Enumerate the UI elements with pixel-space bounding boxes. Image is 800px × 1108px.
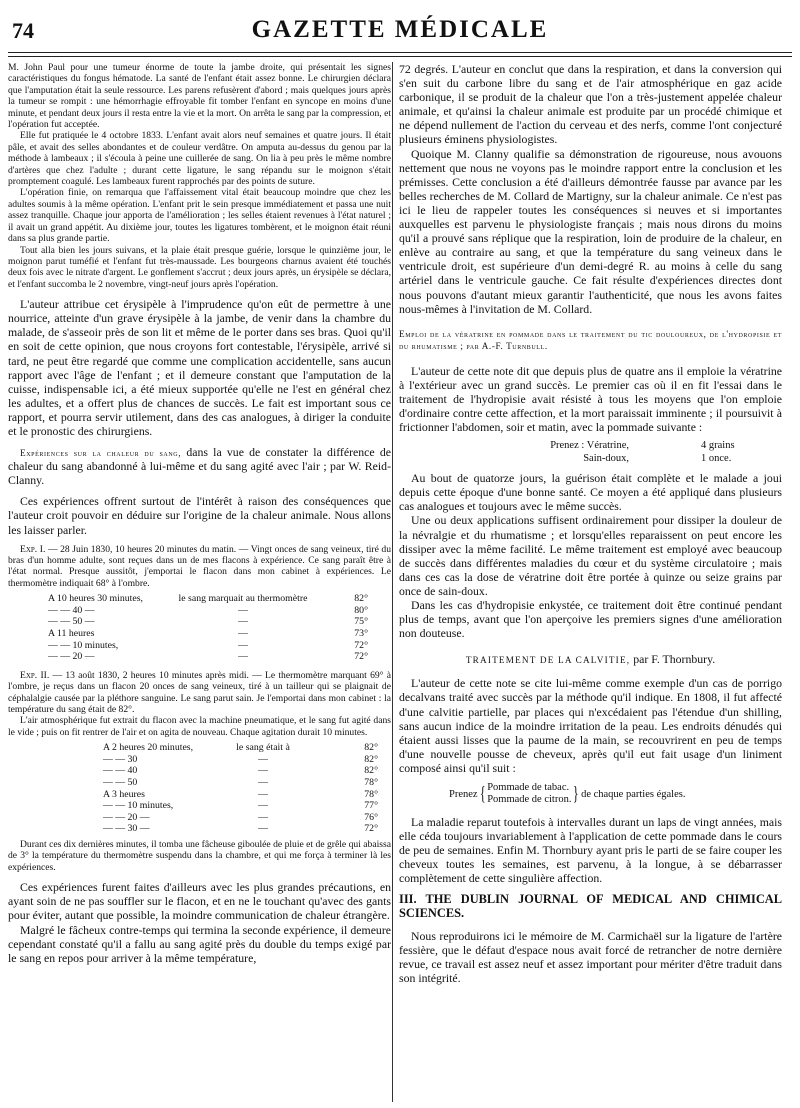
- prescription-pommade: [449, 781, 782, 807]
- brace-right: }: [573, 783, 580, 806]
- table-row: [48, 628, 391, 640]
- table-cell: —: [258, 823, 268, 835]
- page-header: [8, 16, 792, 50]
- table-cell: —: [258, 811, 268, 823]
- page-number: 74: [12, 18, 34, 43]
- paragraph: Ces expériences furent faites d'ailleurs avec les plus grandes précautions, en ayant soin de ne pas souffler sur le flacon, et en ne le touchant qu'avec des gants pour éviter, autant que possible, la moindre communication de chaleur étrangère.: [8, 880, 391, 923]
- table-cell: — — 40: [103, 765, 138, 777]
- table-row: [103, 789, 391, 801]
- table-cell: le sang était à: [236, 742, 290, 754]
- table-cell: 72°: [354, 651, 368, 663]
- left-column: [8, 62, 391, 1102]
- paragraph: L'auteur attribue cet érysipèle à l'imprudence qu'on eût de permettre à une nourrice, atteinte d'un grave érysipèle à la jambe, de venir dans la chambre du malade, de s'asseoir près de son lit et même de le porter dans ses bras. Quoi qu'il en soit de cette opinion, que nous croyons fort contestable, l'érysipèle, arrivé si tard, ne peut être regardé que comme une complication accidentelle, sans aucun rapport avec l'âge de l'enfant ; et il demeure constant que l'amputation de la cuisse, indispensable ici, a été mieux supportée qu'elle ne l'est en général chez les adultes, et a offert plus de chances de succès. Le fait est important sous ce rapport, et pourra servir utilement, dans des cas analogues, à diriger la conduite et le pronostic des chirurgiens.: [8, 297, 391, 438]
- table-row: [48, 640, 391, 652]
- table-cell: A 3 heures: [103, 788, 145, 800]
- paragraph: M. John Paul pour une tumeur énorme de toute la jambe droite, qui présentait les signes caractéristiques du fongus hématode. La santé de l'enfant était assez bonne. Le chirurgien déclara que l'amputation était la seule ressource. Les parens refusèrent d'abord ; mais quelques jours après la tumeur se rompit : une hémorrhagie effroyable fit tomber l'enfant en syncope en moins d'une minute, et pendant deux jours il resta entre la vie et la mort. On arrêta le sang par la compression, et l'opération fut acceptée.: [8, 62, 391, 131]
- quantity: 1 once.: [701, 453, 732, 465]
- table-cell: 72°: [354, 639, 368, 651]
- table-cell: —: [238, 616, 248, 628]
- table-row: [48, 616, 391, 628]
- ingredient: Pommade de citron.: [487, 794, 572, 806]
- table-cell: —: [238, 651, 248, 663]
- paragraph: Malgré le fâcheux contre-temps qui termina la seconde expérience, il demeure cependant constaté qu'il a fallu au sang agité près du double du temps exigé par le sang en repos pour arriver à la même température,: [8, 922, 391, 965]
- table-row: [103, 742, 391, 754]
- article-heading-title: Expériences sur la chaleur du sang,: [20, 448, 182, 459]
- table-cell: —: [258, 777, 268, 789]
- paragraph: L'air atmosphérique fut extrait du flacon avec la machine pneumatique, et le sang fut agité dans le vide ; puis on fit rentrer de l'air et on agita de nouveau. Chaque agitation durait 10 minutes.: [8, 715, 391, 738]
- table-cell: —: [238, 639, 248, 651]
- table-cell: 75°: [354, 616, 368, 628]
- brace-left: {: [479, 783, 486, 806]
- prescription-prefix: Prenez: [449, 788, 478, 800]
- temperature-table-2: [8, 742, 391, 835]
- table-cell: 76°: [364, 811, 378, 823]
- paragraph: Ces expériences offrent surtout de l'intérêt à raison des conséquences que l'auteur croit pouvoir en déduire sur l'origine de la chaleur animale. Nous allons les laisser parler.: [8, 494, 391, 537]
- temperature-table-1: [8, 593, 391, 663]
- paragraph: Nous reproduirons ici le mémoire de M. Carmichaël sur la ligature de l'artère fessière, que le défaut d'espace nous avait forcé de retrancher de notre dernière revue, ce travail est assez neuf et assez important pour mériter d'être traduit dans son intégrité.: [399, 928, 782, 985]
- table-cell: 82°: [364, 742, 378, 754]
- paragraph: L'auteur de cette note dit que depuis plus de quatre ans il emploie la vératrine à l'extérieur avec un grand succès. Le premier cas où il en fit l'essai dans le traitement de l'hydropisie avait résisté à tous les moyens que l'on emploie d'ordinaire contre cette affection, et la mort paraissait imminente ; il poursuivit à frictionner l'abdomen, soir et matin, avec la pommade suivante :: [399, 363, 782, 435]
- table-row: [103, 800, 391, 812]
- experiment-paragraph: [8, 544, 391, 590]
- paragraph: L'opération finie, on remarqua que l'affaissement vital était beaucoup moindre que chez les adultes soumis à la même opération. L'enfant prit le sein presque immédiatement et passa une nuit assez tranquille. Chaque jour apporta de l'amélioration ; les selles étaient revenues à l'état naturel ; il avait un grand appétit. Au dixième jour, toutes les ligatures tombèrent, et le moignon était réuni dans sa plus grande partie.: [8, 187, 391, 245]
- paragraph: Tout alla bien les jours suivans, et la plaie était presque guérie, lorsque le quinzième jour, le moignon parut tuméfié et l'enfant fut très-maussade. Les bourgeons charnus avaient été touchés deux fois avec le nitrate d'argent. Le gonflement s'accrut ; deux jours après, un érysipèle se déclara, et l'enfant succomba le 2 novembre, vingt-neuf jours après l'opération.: [8, 244, 391, 290]
- paragraph: Au bout de quatorze jours, la guérison était complète et le malade a joui depuis cette époque d'une bonne santé. Ce moyen a été appliqué dans plusieurs cas analogues et toujours avec le même succès.: [399, 471, 782, 514]
- prescription-row: [479, 439, 782, 452]
- table-cell: — — 50 —: [48, 616, 95, 628]
- table-cell: 82°: [364, 765, 378, 777]
- table-cell: —: [258, 800, 268, 812]
- table-cell: 82°: [364, 753, 378, 765]
- paragraph: Elle fut pratiquée le 4 octobre 1833. L'enfant avait alors neuf semaines et quatre jours. Il était pâle, et avait des selles abondantes et de couleur verdâtre. On amputa au-dessus du genou par la méthode à lambeaux ; il s'écoula à peine une cuillerée de sang. On lia à peu près le même nombre d'artères que chez l'adulte ; durant cette ligature, le sang répandu sur le moignon s'était promptement coagulé. Les lambeaux furent rapprochés par des points de suture.: [8, 130, 391, 188]
- table-cell: —: [258, 765, 268, 777]
- table-cell: 72°: [364, 823, 378, 835]
- header-rule-thin: [8, 56, 792, 57]
- table-cell: le sang marquait au thermomètre: [178, 593, 308, 605]
- table-cell: — — 30 —: [103, 823, 150, 835]
- quantity: 4 grains: [701, 440, 735, 452]
- table-cell: —: [238, 628, 248, 640]
- table-cell: 77°: [364, 800, 378, 812]
- table-cell: —: [238, 604, 248, 616]
- column-divider: [392, 62, 393, 1102]
- article-heading-rest: par F. Thornbury.: [633, 652, 716, 667]
- table-cell: — — 20 —: [48, 651, 95, 663]
- right-column: [399, 62, 782, 1102]
- table-cell: — — 20 —: [103, 811, 150, 823]
- table-cell: A 11 heures: [48, 628, 95, 640]
- ingredient: Prenez : Vératrine,: [550, 440, 629, 452]
- paragraph: Durant ces dix dernières minutes, il tomba une fâcheuse giboulée de pluie et de grêle qui abaissa de 3° la température du thermomètre suspendu dans la chambre, et qui me força à terminer là les expériences.: [8, 839, 391, 873]
- paragraph: Dans les cas d'hydropisie enkystée, ce traitement doit être continué pendant plus de temps, avant que l'on aperçoive les premiers signes d'une amélioration non douteuse.: [399, 598, 782, 641]
- table-row: [103, 812, 391, 824]
- experiment-text: — 13 août 1830, 2 heures 10 minutes après midi. — Le thermomètre marquant 69° à l'ombre, je reçus dans un flacon 20 onces de sang veineux, tiré à un tailleur qui se plaignait de céphalalgie causée par la pléthore sanguine. Le sang parut sain. Je l'emportai dans mon cabinet : la température du sang était de 82°.: [8, 669, 391, 716]
- experiment-paragraph: [8, 670, 391, 716]
- table-row: [103, 765, 391, 777]
- paragraph: L'auteur de cette note se cite lui-même comme exemple d'un cas de porrigo decalvans traité avec succès par la méthode qu'il indique. En 1808, il fut affecté d'une calvitie partielle, par places qui n'excédaient pas l'étendue d'un shilling, sans aucun indice de la moindre irritation de la peau. Les endroits dénudés qui étaient aussi lisses que la paume de la main, se recouvrirent en peu de temps d'une nouvelle pousse de cheveux, après qu'il eut fait usage d'un liniment composé ainsi qu'il suit :: [399, 676, 782, 775]
- table-cell: 78°: [364, 788, 378, 800]
- paragraph: Une ou deux applications suffisent ordinairement pour dissiper la douleur de la névralgie et du rhumatisme ; et lorsqu'elles reparaissent on peut encore les dissiper avec la même facilité. Le même traitement est employé avec beaucoup de succès dans différentes maladies du cœur et du système circulatoire ; mais dans ces cas la dose de vératrine doit être portée à quinze ou seize grains par once de sain-doux.: [399, 513, 782, 598]
- table-cell: —: [258, 753, 268, 765]
- article-heading: [8, 445, 391, 487]
- table-row: [48, 651, 391, 663]
- table-row: [103, 823, 391, 835]
- table-row: [48, 593, 391, 605]
- table-row: [103, 777, 391, 789]
- table-cell: A 10 heures 30 minutes,: [48, 593, 143, 605]
- table-cell: — — 10 minutes,: [48, 639, 119, 651]
- prescription-veratrine: [479, 439, 782, 465]
- table-cell: A 2 heures 20 minutes,: [103, 742, 194, 754]
- ingredient: Pommade de tabac.: [487, 782, 570, 794]
- experiment-text: — 28 Juin 1830, 10 heures 20 minutes du matin. — Vingt onces de sang veineux, tiré du bras d'un homme adulte, sont reçues dans un de mes flacons à expérience. Ce sang paraît être à l'état normal. Presque aussitôt, j'emportai le flacon dans mon cabinet à expériences. Le thermomètre indiquait 68° à l'ombre.: [8, 543, 391, 589]
- section-heading: III. THE DUBLIN JOURNAL OF MEDICAL AND CHIMICAL SCIENCES.: [399, 891, 782, 920]
- article-heading: [399, 652, 782, 666]
- table-row: [48, 605, 391, 617]
- experiment-label: Exp. II.: [20, 669, 50, 681]
- header-rule: [8, 52, 792, 53]
- ingredient: Sain-doux,: [583, 453, 629, 465]
- table-cell: 80°: [354, 604, 368, 616]
- paragraph: La maladie reparut toutefois à intervalles durant un laps de vingt années, mais elle céda toujours invariablement à l'application de cette pommade dans le cours de peu de semaines. Enfin M. Thornbury ayant pris le parti de se faire couper les cheveux toutes les semaines, est parvenu, à la longue, à se débarrasser complètement de cette singulière affection.: [399, 815, 782, 886]
- table-cell: —: [258, 788, 268, 800]
- table-cell: 78°: [364, 777, 378, 789]
- table-cell: — — 40 —: [48, 604, 95, 616]
- table-cell: — — 10 minutes,: [103, 800, 174, 812]
- article-heading: Emploi de la vératrine en pommade dans le traitement du tic douloureux, de l'hydropisie et du rhumatisme ; par A.-F. Turnbull.: [399, 328, 782, 351]
- prescription-items: [487, 782, 571, 806]
- prescription-suffix: de chaque parties égales.: [581, 788, 686, 800]
- table-cell: — — 30: [103, 753, 138, 765]
- table-cell: 82°: [354, 593, 368, 605]
- article-heading-title: TRAITEMENT DE LA CALVITIE,: [465, 655, 631, 666]
- experiment-label: Exp. I.: [20, 543, 46, 555]
- paragraph: Quoique M. Clanny qualifie sa démonstration de rigoureuse, nous avouons nettement que nous ne voyons pas le moindre rapport entre la conclusion et les prémisses. Cette conclusion a été d'ailleurs démontrée fausse par avance par les belles recherches de M. Collard de Martigny, sur la chaleur animale. Ce n'est pas ici le lieu de rappeler toutes les conséquences si neuves et si importantes auxquelles est parvenu le physiologiste français ; mais nous dirons du moins qu'il a prouvé sans réplique que la respiration, loin de produire de la chaleur, en enlève au contraire au sang, et que la température du sang veineux dans le ventricule droit, est supérieure d'un demi-degré R. au moins à celle du sang artériel dans le ventricule gauche. Ce fait résulte d'expériences directes dont nous pouvons d'autant mieux garantir l'authenticité, que nous les avons faites nous-mêmes à l'invitation de M. Collard.: [399, 146, 782, 316]
- table-row: [103, 754, 391, 766]
- paragraph: 72 degrés. L'auteur en conclut que dans la respiration, et dans la conversion qui s'en suit du carbone libre du sang et de l'air atmosphérique en gaz acide carbonique, il se produit de la chaleur que l'on a très-justement appelée chaleur animale, et qu'ainsi la chaleur animale est produite par un procédé chimique et ne dépend nullement de l'action du cerveau et des nerfs, comme l'ont conjecturé plusieurs éminens physiologistes.: [399, 62, 782, 147]
- journal-title: GAZETTE MÉDICALE: [251, 16, 549, 43]
- table-cell: 73°: [354, 628, 368, 640]
- prescription-row: [479, 452, 782, 465]
- table-cell: — — 50: [103, 777, 138, 789]
- article-heading-rest: dans la vue de constater la différence de chaleur du sang abandonné à lui-même et du sang agité avec l'air ; par W. Reid-Clanny.: [8, 445, 391, 488]
